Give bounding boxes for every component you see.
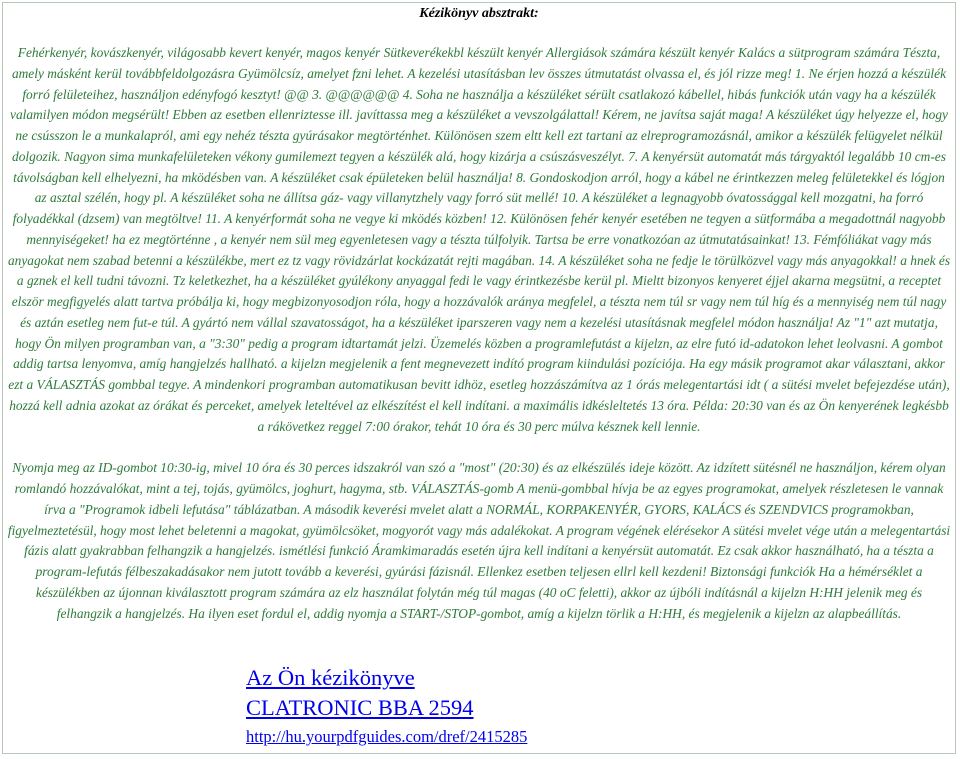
manual-title-link[interactable]: Az Ön kézikönyve bbox=[246, 665, 415, 690]
abstract-paragraph-2: Nyomja meg az ID-gombot 10:30-ig, mivel 10 óra és 30 perces idszakról van szó a "most" (20:30) és az elkészülés ideje között. Az idzített sütésnél ne használjon, kérem olyan romlandó hozzávalókat, mint a tej, tojás, gyümölcs, joghurt, hagyma, stb. VÁLASZTÁS-gomb A menü-gombbal hívja be az egyes programokat, amelyek részletesen le vannak írva a "Programok idbeli lefutása" táblázatban. A második keverési mvelet alatt a NORMÁL, KORPAKENYÉR, GYORS, KALÁCS és SZENDVICS programokban, figyelmeztetésül, hogy most lehet beletenni a magokat, gyümölcsöket, mogyorót vagy más adalékokat. A program végének elérésekor A sütési mvelet vége után a melegentartási fázis alatt gyakrabban felhangzik a hangjelzés. ismétlési funkció Áramkimaradás esetén újra kell indítani a kenyérsüt automatát. Ez csak akkor használható, ha a tészta a program-lefutás félbeszakadásakor nem jutott tovább a keverési, gyúrási fázisnál. Ellenkez esetben teljesen ellrl kell kezdeni! Biztonsági funkciók Ha a hémérséklet a készülékben az újonnan kiválasztott program számára az elz használat folytán még túl magas (40 oC feletti), akkor az újbóli indításnál a kijelzn H:HH jelenik meg és felhangzik a hangjelzés. Ha ilyen eset fordul el, addig nyomja a START-/STOP-gombot, amíg a kijelzn törlik a H:HH, és megjelenik a kijelzn az alapbeállítás. bbox=[7, 460, 951, 621]
abstract-body bbox=[3, 43, 955, 624]
page-title: Kézikönyv absztrakt: bbox=[419, 6, 539, 21]
document-frame bbox=[2, 2, 956, 754]
abstract-paragraph-1: Fehérkenyér, kovászkenyér, világosabb kevert kenyér, magos kenyér Sütkeverékekbl készült kenyér Allergiások számára készült kenyér Kalács a sütprogram számára Tészta, amely másként kerül továbbfeldolgozásra Gyümölcsíz, amelyet fzni lehet. A kezelési utasításban lev összes útmutatást olvassa el, és jól rizze meg! 1. Ne érjen hozzá a készülék forró felületeihez, használjon edényfogó kesztyt! @@ 3. @@@@@@ 4. Soha ne használja a készüléket sérült csatlakozó kábellel, hibás funkciók után vagy ha a készülék valamilyen módon megsérült! Ebben az esetben ellenriztesse ill. javíttassa meg a készüléket a vevszolgálattal! Kérem, ne javítsa saját maga! A készüléket úgy helyezze el, hogy ne csússzon le a munkalapról, ami egy nehéz tészta gyúrásakor megtörténhet. Különösen szem eltt kell ezt tartani az elreprogramozásnál, amikor a készülék felügyelet nélkül dolgozik. Nagyon sima munkafelületeken vékony gumilemezt tegyen a készülék alá, hogy kizárja a csúszásveszélyt. 7. A kenyérsüt automatát más tárgyaktól legalább 10 cm-es távolságban kell elhelyezni, ha mködésben van. A készüléket csak épületeken belül használja! 8. Gondoskodjon arról, hogy a kábel ne érintkezzen meleg felületekkel és lógjon az asztal szélén, hogy pl. A készüléket soha ne állítsa gáz- vagy villanytzhely vagy forró süt mellé! 10. A készüléket a legnagyobb óvatossággal kell mozgatni, ha forró folyadékkal (dzsem) van megtöltve! 11. A kenyérformát soha ne vegye ki mködés közben! 12. Különösen fehér kenyér esetében ne tegyen a sütformába a megadottnál nagyobb mennyiségeket! ha ez megtörténne , a kenyér nem sül meg egyenletesen vagy a tészta túlfolyik. Tartsa be erre vonatkozóan az útmutatásainkat! 13. Fémfóliákat vagy más anyagokat nem szabad betenni a készülékbe, mert ez tz vagy rövidzárlat kockázatát rejti magában. 14. A készüléket soha ne fedje le törülközvel vagy más anyagokkal! a hnek és a gznek el kell tudni távozni. Tz keletkezhet, ha a készüléket gyúlékony anyaggal fedi le vagy érintkezésbe kerül pl. Mieltt bizonyos kenyeret éjjel akarna megsütni, a receptet elször megfigyelés alatt tartva próbálja ki, hogy megbizonyosodjon róla, hogy a hozzávalók aránya megfelel, a tészta nem túl sr vagy nem túl híg és a mennyiség nem túl nagy és aztán esetleg nem fut-e túl. A gyártó nem vállal szavatosságot, ha a készüléket iparszeren vagy nem a kezelési utasításnak megfelel módon használja! Az "1" azt mutatja, hogy Ön milyen programban van, a "3:30" pedig a program idtartamát jelzi. Üzemelés közben a programlefutást a kijelzn, az elre futó id-adatokon lehet leolvasni. A gombot addig tartsa lenyomva, amíg hangjelzés hallható. a kijelzn megjelenik a fent megnevezett indító program kiindulási pozíciója. Ha egy másik programot akar választani, akkor ezt a VÁLASZTÁS gombbal tegye. A mindenkori programban automatikusan bevitt idhöz, esetleg hozzászámítva az 1 órás melegentartási idt ( a sütési mvelet befejezdése után), hozzá kell adnia azokat az órákat és perceket, amelyek leteltével az elkészítést el kell indítani. a maximális idkésleltetés 13 óra. Példa: 20:30 van és az Ön kenyerének legkésbb a rákövetkez reggel 7:00 órakor, tehát 10 óra és 30 perc múlva késznek kell lennie. bbox=[7, 45, 951, 434]
source-url-link[interactable]: http://hu.yourpdfguides.com/dref/2415285 bbox=[246, 727, 528, 746]
manual-links bbox=[246, 663, 527, 748]
product-model-link[interactable]: CLATRONIC BBA 2594 bbox=[246, 695, 474, 720]
